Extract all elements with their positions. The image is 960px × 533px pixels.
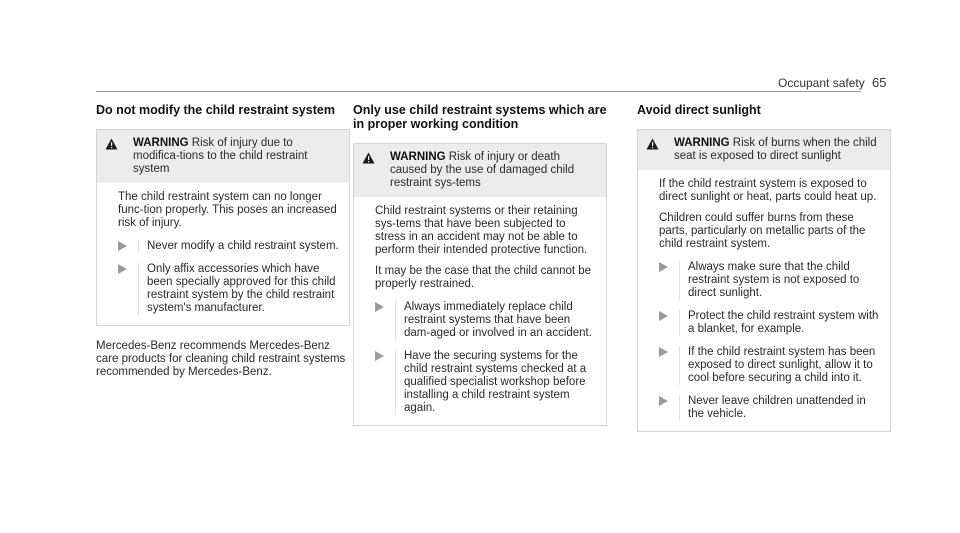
header-section-title: Occupant safety [778, 76, 865, 90]
arrow-bullet-icon [659, 346, 675, 385]
warning-triangle-icon [105, 138, 123, 176]
arrow-bullet-icon [659, 395, 675, 421]
warning-body [354, 197, 606, 425]
section-heading: Only use child restraint systems which are in proper working condition [353, 103, 607, 131]
action-text: Always immediately replace child restraint systems that have been dam-aged or involved in an accident. [395, 301, 596, 340]
page-number: 65 [872, 75, 887, 90]
warning-summary: Risk of injury due to modifica-tions to the child restraint system [133, 137, 308, 175]
arrow-bullet-icon [118, 263, 134, 315]
section-heading: Do not modify the child restraint system [96, 103, 335, 117]
arrow-bullet-icon [659, 261, 675, 300]
action-item [118, 263, 339, 315]
header-rule [96, 91, 861, 92]
arrow-bullet-icon [118, 240, 134, 253]
warning-text [123, 137, 341, 176]
warning-text [380, 151, 598, 190]
action-item [375, 301, 596, 340]
action-item [659, 310, 880, 336]
warning-box [637, 129, 891, 432]
warning-summary: Risk of injury or death caused by the use of damaged child restraint sys-tems [390, 151, 575, 189]
warning-label: WARNING [674, 137, 730, 149]
warning-triangle-icon [646, 138, 664, 163]
warning-box [353, 143, 607, 426]
warning-body [97, 183, 349, 325]
column-3 [637, 103, 891, 432]
action-text: If the child restraint system has been exposed to direct sunlight, allow it to cool before securing a child into it. [679, 346, 880, 385]
warning-body [638, 170, 890, 431]
warning-box [96, 129, 350, 326]
warning-paragraph: The child restraint system can no longer func-tion properly. This poses an increased risk of injury. [118, 191, 337, 229]
action-text: Never leave children unattended in the vehicle. [679, 395, 880, 421]
warning-label: WARNING [390, 151, 446, 163]
column-2 [353, 103, 607, 426]
section-heading: Avoid direct sunlight [637, 103, 761, 117]
action-text: Protect the child restraint system with a blanket, for example. [679, 310, 880, 336]
action-item [659, 346, 880, 385]
column-1 [96, 103, 350, 379]
action-text: Only affix accessories which have been specially approved for this child restraint system by the child restraint system's manufacturer. [138, 263, 339, 315]
action-text: Always make sure that the child restraint system is not exposed to direct sunlight. [679, 261, 880, 300]
warning-paragraph: Child restraint systems or their retaining sys-tems that have been subjected to stress in an accident may not be able to perform their intended protective function. [375, 205, 588, 256]
warning-header [638, 130, 890, 170]
action-item [118, 240, 339, 253]
warning-header [354, 144, 606, 197]
warning-paragraph: Children could suffer burns from these parts, particularly on metallic parts of the child restraint system. [659, 212, 866, 250]
action-item [659, 261, 880, 300]
arrow-bullet-icon [659, 310, 675, 336]
warning-text [664, 137, 882, 163]
action-item [375, 350, 596, 415]
warning-summary: Risk of burns when the child seat is exposed to direct sunlight [674, 137, 877, 162]
warning-paragraph: It may be the case that the child cannot be properly restrained. [375, 265, 592, 290]
warning-triangle-icon [362, 152, 380, 190]
warning-header [97, 130, 349, 183]
warning-paragraph: If the child restraint system is exposed to direct sunlight or heat, parts could heat up. [659, 178, 877, 203]
body-paragraph: Mercedes-Benz recommends Mercedes-Benz care products for cleaning child restraint systems recommended by Mercedes-Benz. [96, 340, 346, 378]
action-item [659, 395, 880, 421]
action-text: Never modify a child restraint system. [138, 240, 339, 253]
arrow-bullet-icon [375, 350, 391, 415]
warning-label: WARNING [133, 137, 189, 149]
action-text: Have the securing systems for the child restraint systems checked at a qualified specialist workshop before installing a child restraint system again. [395, 350, 596, 415]
arrow-bullet-icon [375, 301, 391, 340]
